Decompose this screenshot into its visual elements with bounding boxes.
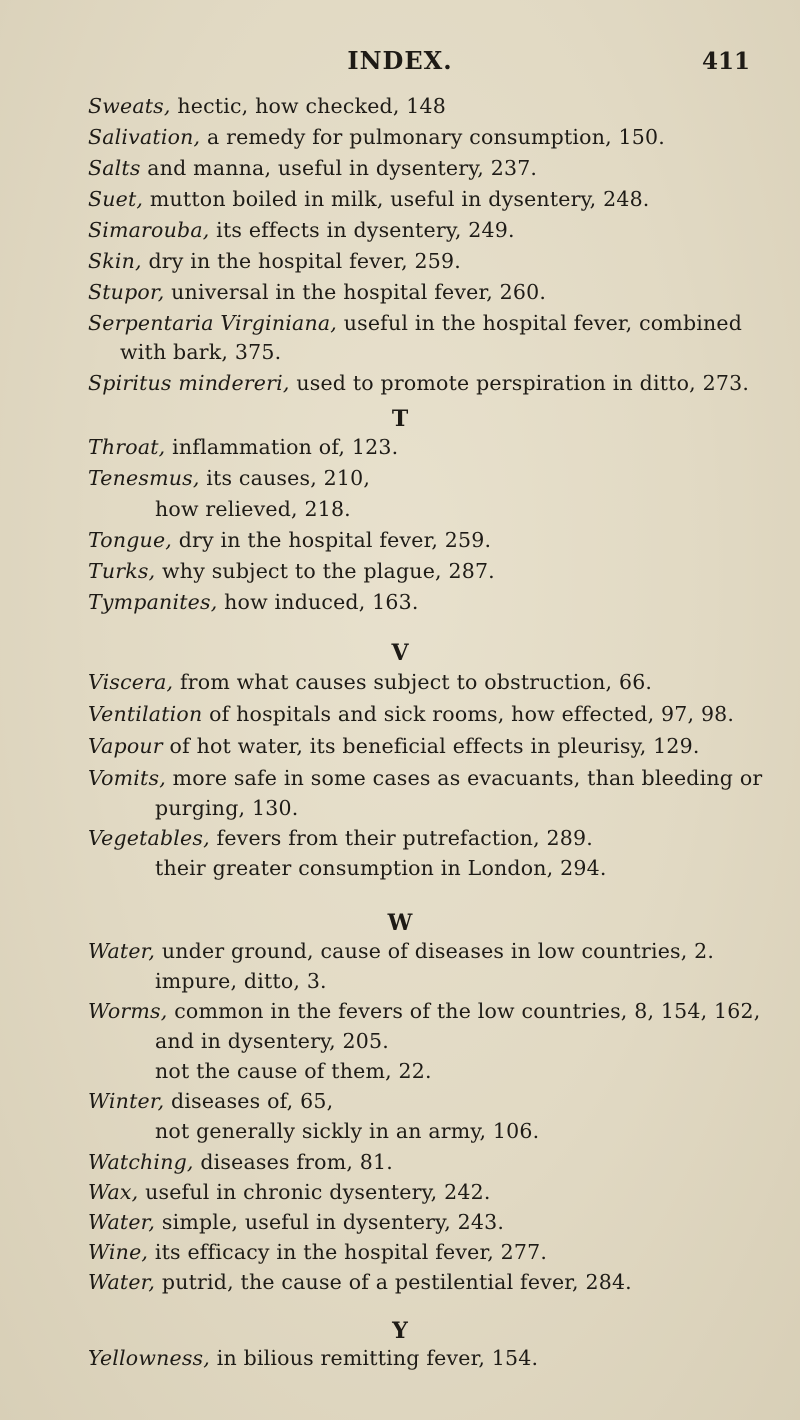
index-term: Vomits, bbox=[88, 766, 166, 790]
index-text: not generally sickly in an army, 106. bbox=[155, 1119, 540, 1143]
index-text: used to promote perspiration in ditto, 273. bbox=[289, 371, 750, 395]
index-entry bbox=[88, 997, 761, 1025]
index-term: Tympanites, bbox=[88, 590, 218, 614]
index-entry bbox=[88, 732, 700, 760]
index-text: purging, 130. bbox=[155, 796, 299, 820]
index-term: Water, bbox=[88, 1270, 156, 1294]
index-term: Skin, bbox=[88, 249, 142, 273]
index-term: Salivation, bbox=[88, 125, 201, 149]
index-text: its effects in dysentery, 249. bbox=[209, 218, 515, 242]
index-term: Water, bbox=[88, 939, 156, 963]
index-entry bbox=[88, 1238, 547, 1266]
index-entry bbox=[88, 1208, 504, 1236]
section-letter: Y bbox=[392, 1318, 408, 1344]
index-entry-continuation bbox=[155, 495, 351, 523]
index-text: their greater consumption in London, 294. bbox=[155, 856, 607, 880]
index-entry bbox=[88, 92, 446, 120]
index-entry-continuation bbox=[155, 967, 327, 995]
index-text: its efficacy in the hospital fever, 277. bbox=[148, 1240, 548, 1264]
index-term: Turks, bbox=[88, 559, 156, 583]
index-entry-continuation bbox=[155, 1057, 432, 1085]
index-entry bbox=[88, 464, 370, 492]
index-text: useful in the hospital fever, combined bbox=[337, 311, 743, 335]
index-term: Ventilation bbox=[88, 702, 203, 726]
index-entry bbox=[88, 185, 650, 213]
index-text: simple, useful in dysentery, 243. bbox=[155, 1210, 505, 1234]
index-text: hectic, how checked, 148 bbox=[170, 94, 447, 118]
index-term: Salts bbox=[88, 156, 141, 180]
index-entry bbox=[88, 433, 398, 461]
index-entry bbox=[88, 1087, 333, 1115]
index-entry bbox=[88, 588, 419, 616]
section-letter: T bbox=[391, 406, 409, 432]
index-text: diseases of, 65, bbox=[164, 1089, 334, 1113]
index-term: Viscera, bbox=[88, 670, 174, 694]
index-text: not the cause of them, 22. bbox=[155, 1059, 432, 1083]
index-text: a remedy for pulmonary consumption, 150. bbox=[200, 125, 665, 149]
index-text: of hospitals and sick rooms, how effected, 97, 98. bbox=[202, 702, 735, 726]
index-term: Sweats, bbox=[88, 94, 171, 118]
index-text: impure, ditto, 3. bbox=[155, 969, 327, 993]
index-text: mutton boiled in milk, useful in dysentery, 248. bbox=[143, 187, 650, 211]
index-entry bbox=[88, 1148, 393, 1176]
index-entry-continuation bbox=[155, 854, 607, 882]
index-term: Vegetables, bbox=[88, 826, 210, 850]
page-number: 411 bbox=[701, 48, 750, 75]
index-term: Wax, bbox=[88, 1180, 139, 1204]
index-entry bbox=[88, 278, 546, 306]
index-entry bbox=[88, 123, 665, 151]
index-entry bbox=[88, 216, 515, 244]
index-entry bbox=[88, 937, 714, 965]
index-entry bbox=[88, 1344, 538, 1372]
index-text: under ground, cause of diseases in low countries, 2. bbox=[155, 939, 715, 963]
index-entry bbox=[88, 824, 593, 852]
index-text: diseases from, 81. bbox=[193, 1150, 394, 1174]
index-text: from what causes subject to obstruction, 66. bbox=[173, 670, 653, 694]
index-term: Tenesmus, bbox=[88, 466, 200, 490]
index-term: Wine, bbox=[88, 1240, 149, 1264]
index-entry bbox=[88, 369, 749, 397]
index-text: useful in chronic dysentery, 242. bbox=[138, 1180, 491, 1204]
index-term: Watching, bbox=[88, 1150, 194, 1174]
index-entry bbox=[88, 557, 495, 585]
index-term: Worms, bbox=[88, 999, 168, 1023]
index-entry bbox=[88, 1268, 632, 1296]
index-term: Vapour bbox=[88, 734, 163, 758]
index-entry bbox=[88, 764, 762, 792]
index-entry bbox=[88, 668, 652, 696]
index-entry bbox=[88, 154, 537, 182]
index-text: more safe in some cases as evacuants, than bleeding or bbox=[165, 766, 763, 790]
page-header bbox=[0, 42, 800, 76]
index-text: and in dysentery, 205. bbox=[155, 1029, 390, 1053]
index-text: inflammation of, 123. bbox=[165, 435, 399, 459]
index-text: common in the fevers of the low countries, 8, 154, 162, bbox=[167, 999, 761, 1023]
index-term: Suet, bbox=[88, 187, 144, 211]
index-term: Throat, bbox=[88, 435, 166, 459]
index-term: Water, bbox=[88, 1210, 156, 1234]
index-text: putrid, the cause of a pestilential fever, 284. bbox=[155, 1270, 632, 1294]
section-letter: V bbox=[391, 640, 409, 666]
index-entry bbox=[88, 1178, 491, 1206]
index-text: its causes, 210, bbox=[199, 466, 371, 490]
index-text: how induced, 163. bbox=[217, 590, 419, 614]
index-text: how relieved, 218. bbox=[155, 497, 351, 521]
index-entry-continuation bbox=[155, 1117, 539, 1145]
index-text: with bark, 375. bbox=[120, 340, 282, 364]
index-entry-continuation bbox=[155, 794, 298, 822]
index-term: Winter, bbox=[88, 1089, 165, 1113]
index-term: Simarouba, bbox=[88, 218, 210, 242]
index-entry bbox=[88, 700, 734, 728]
index-entry bbox=[88, 526, 491, 554]
section-letter: W bbox=[387, 910, 413, 936]
page-title: INDEX. bbox=[347, 46, 453, 75]
index-text: in bilious remitting fever, 154. bbox=[209, 1346, 539, 1370]
index-text: dry in the hospital fever, 259. bbox=[172, 528, 492, 552]
index-entry-continuation bbox=[155, 1027, 389, 1055]
index-entry bbox=[88, 309, 742, 337]
index-text: fevers from their putrefaction, 289. bbox=[209, 826, 593, 850]
index-text: universal in the hospital fever, 260. bbox=[164, 280, 547, 304]
index-text: dry in the hospital fever, 259. bbox=[141, 249, 461, 273]
index-term: Stupor, bbox=[88, 280, 165, 304]
index-term: Yellowness, bbox=[88, 1346, 210, 1370]
index-text: and manna, useful in dysentery, 237. bbox=[140, 156, 538, 180]
index-term: Spiritus mindereri, bbox=[88, 371, 290, 395]
index-text: of hot water, its beneficial effects in pleurisy, 129. bbox=[162, 734, 700, 758]
index-entry bbox=[88, 247, 461, 275]
index-entry-continuation bbox=[120, 338, 281, 366]
index-term: Serpentaria Virginiana, bbox=[88, 311, 337, 335]
index-term: Tongue, bbox=[88, 528, 173, 552]
index-text: why subject to the plague, 287. bbox=[155, 559, 495, 583]
